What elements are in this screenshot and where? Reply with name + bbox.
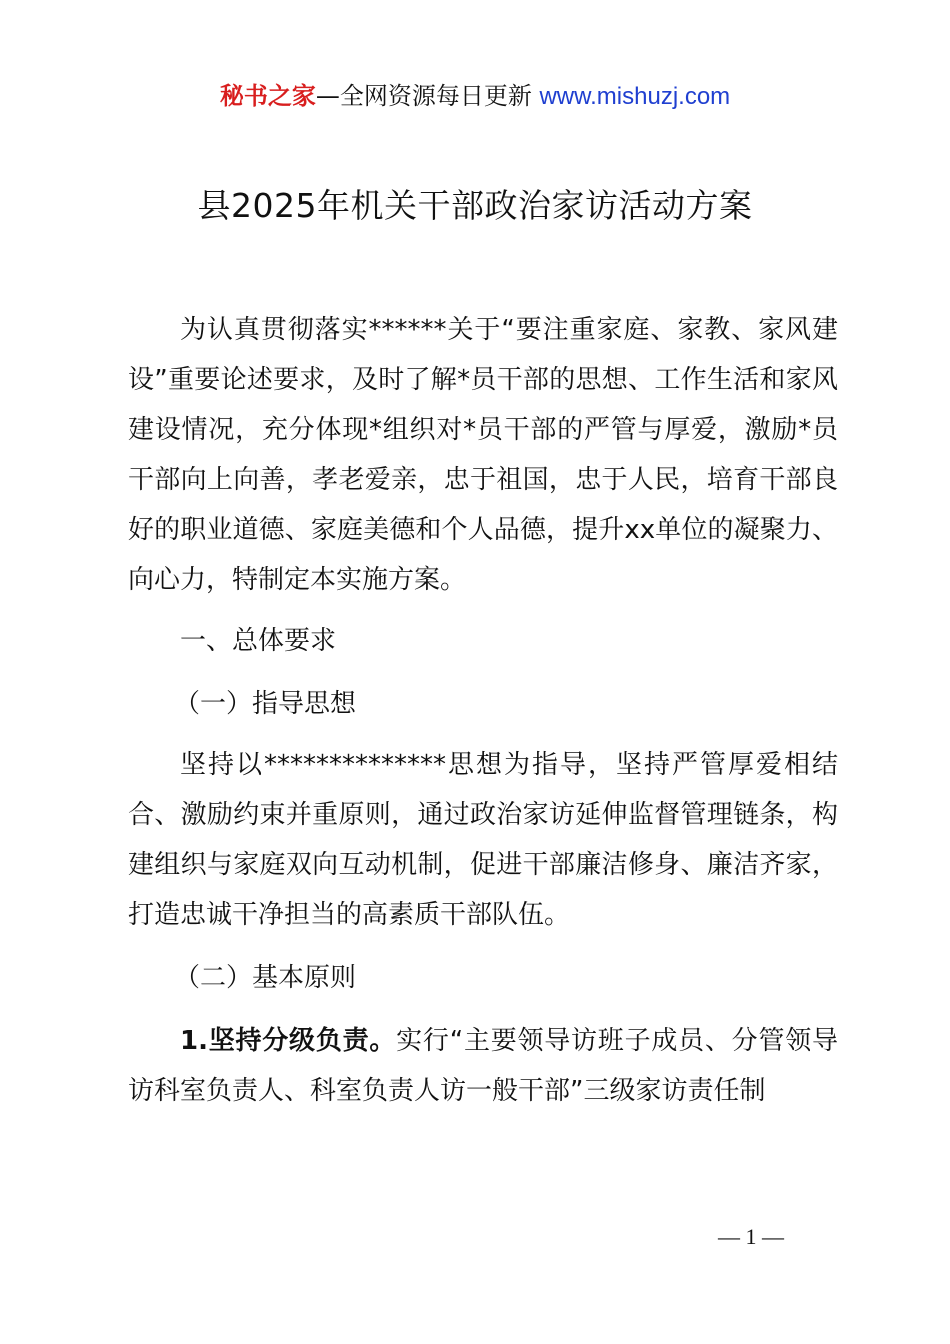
- site-header: [0, 80, 950, 113]
- header-tagline: —全网资源每日更新: [315, 82, 532, 110]
- guiding-thought-paragraph: 坚持以**************思想为指导，坚持严管厚爱相结合、激励约束并重原则，通过政治家访延伸监督管理链条，构建组织与家庭双向互动机制，促进干部廉洁修身、廉洁齐家，打造忠诚干净担当的高素质干部队伍。: [128, 750, 838, 930]
- subsection1-heading: （一）指导思想: [174, 689, 357, 719]
- site-url-link[interactable]: www.mishuzj.com: [539, 83, 731, 110]
- document-title: 县2025年机关干部政治家访活动方案: [197, 186, 753, 225]
- principle1-text: 实行“主要领导访班子成员、分管领导访科室负责人、科室负责人访一般干部”三级家访责任制: [128, 1026, 838, 1106]
- intro-paragraph: 为认真贯彻落实******关于“要注重家庭、家教、家风建设”重要论述要求，及时了解*员干部的思想、工作生活和家风建设情况，充分体现*组织对*员干部的严管与厚爱，激励*员干部向上向善，孝老爱亲，忠于祖国，忠于人民，培育干部良好的职业道德、家庭美德和个人品德，提升xx单位的凝聚力、向心力，特制定本实施方案。: [128, 315, 838, 595]
- principle1-lead: 1.坚持分级负责。: [180, 1026, 397, 1056]
- principle1-paragraph: [128, 1016, 838, 1116]
- intro-paragraph-block: [128, 305, 838, 605]
- guiding-thought-block: [128, 740, 838, 940]
- brand-name: 秘书之家: [219, 82, 316, 110]
- page-number: — 1 —: [718, 1224, 784, 1249]
- section1-heading: 一、总体要求: [180, 626, 337, 656]
- subsection2-heading: （二）基本原则: [174, 963, 357, 993]
- principle1-block: [128, 1016, 838, 1116]
